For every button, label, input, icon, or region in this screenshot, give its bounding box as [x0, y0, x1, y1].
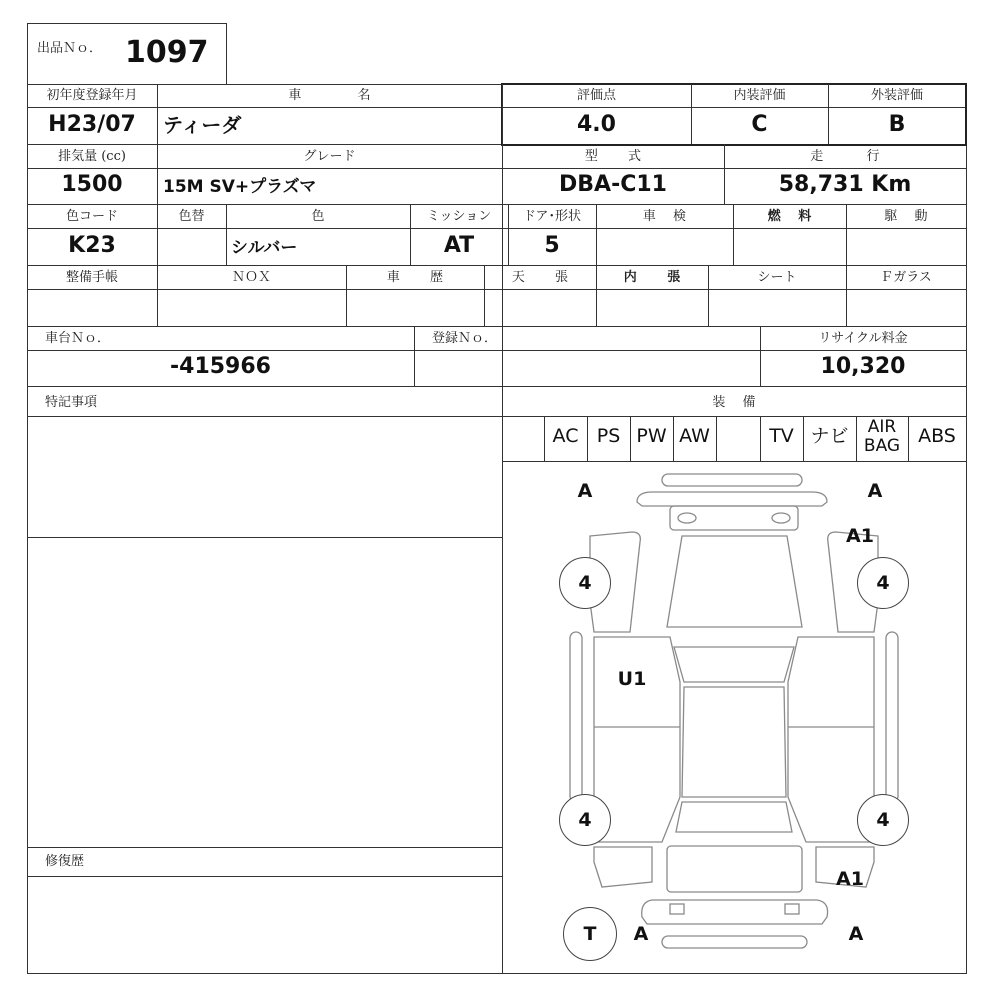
chassis-value: -415966: [170, 354, 271, 379]
listing-number-label: 出品Ｎｏ．: [37, 41, 103, 56]
reg-date-value: H23/07: [48, 112, 136, 137]
equipment-item-pw: PW: [636, 425, 667, 447]
grid-line: [27, 289, 967, 290]
exterior-label: 外装評価: [870, 88, 923, 103]
grid-line: [27, 847, 502, 848]
registration-label: 登録Ｎｏ．: [432, 331, 498, 346]
damage-front-right: A: [867, 480, 883, 502]
damage-front-right-fender: A1: [846, 525, 874, 547]
fuel-label: 燃 料: [767, 209, 812, 224]
grid-line: [27, 204, 967, 205]
damage-left-door: U1: [617, 668, 647, 690]
tire-rear-left: 4: [559, 794, 611, 846]
listing-number: 1097: [125, 35, 209, 70]
equipment-item-aw: AW: [679, 425, 710, 447]
transmission-value: AT: [443, 233, 475, 258]
chassis-label: 車台Ｎｏ．: [45, 331, 111, 346]
history-label: 車 歴: [386, 270, 444, 285]
grid-line: [27, 265, 967, 266]
equipment-item-ps: PS: [596, 425, 621, 447]
grid-line: [716, 416, 717, 461]
color-label: 色: [311, 209, 325, 224]
transmission-label: ミッション: [426, 209, 492, 224]
model-label: 型 式: [584, 149, 642, 164]
damage-front-left: A: [577, 480, 593, 502]
spare-tire: T: [563, 907, 617, 961]
equipment-item-airbag: AIR BAG: [863, 417, 901, 456]
grid-line: [414, 326, 415, 386]
glass-label: Ｆガラス: [880, 270, 932, 285]
drive-label: 駆 動: [884, 209, 928, 224]
damage-rear-right: A: [848, 923, 864, 945]
grid-line: [27, 350, 967, 351]
interior-label: 内装評価: [733, 88, 786, 103]
special-notes-label: 特記事項: [45, 395, 98, 410]
recycle-value: 10,320: [820, 354, 906, 379]
tire-rear-right: 4: [857, 794, 909, 846]
color-code-value: K23: [68, 233, 116, 258]
grid-line: [856, 416, 857, 461]
doors-label: ドア･形状: [522, 209, 582, 224]
ceiling-label: 天 張: [511, 270, 569, 285]
doors-value: 5: [544, 233, 560, 258]
equipment-item-ac: AC: [552, 425, 579, 447]
equipment-item-navi: ナビ: [810, 425, 849, 447]
score-value: 4.0: [577, 112, 616, 137]
reg-date-label: 初年度登録年月: [46, 88, 138, 103]
grid-line: [27, 228, 967, 229]
color-code-label: 色コード: [65, 209, 118, 224]
repair-history-label: 修復歴: [45, 854, 85, 869]
displacement-value: 1500: [61, 172, 123, 197]
grid-line: [27, 168, 967, 169]
car-name-label: 車 名: [288, 88, 371, 103]
grid-line: [27, 326, 967, 327]
mileage-value: 58,731 Km: [778, 172, 912, 197]
equipment-label: 装 備: [712, 395, 756, 410]
seat-label: シート: [757, 270, 797, 285]
grade-label: グレード: [303, 149, 356, 164]
tire-front-left: 4: [559, 557, 611, 609]
car-name-value: ティーダ: [163, 113, 242, 137]
interior-value: C: [751, 112, 768, 137]
equipment-item-tv: TV: [769, 425, 794, 447]
tire-front-right: 4: [857, 557, 909, 609]
mileage-label: 走 行: [810, 149, 880, 164]
damage-rear-left: A: [633, 923, 649, 945]
grade-value: 15M SV+プラズマ: [163, 177, 317, 197]
damage-rear-right-quarter: A1: [836, 868, 864, 890]
exterior-value: B: [888, 112, 906, 137]
displacement-label: 排気量 (cc): [58, 149, 126, 164]
repaint-label: 色替: [178, 209, 205, 224]
equipment-item-abs: ABS: [918, 425, 956, 447]
interior-trim-label: 内 張: [623, 270, 681, 285]
model-value: DBA-C11: [559, 172, 667, 197]
score-label: 評価点: [576, 88, 616, 103]
maintenance-label: 整備手帳: [65, 270, 118, 285]
grid-line: [27, 876, 502, 877]
grid-line: [27, 386, 967, 387]
recycle-label: リサイクル料金: [818, 331, 908, 346]
grid-line: [27, 537, 502, 538]
nox-label: ＮＯＸ: [231, 270, 271, 285]
color-value: シルバー: [231, 238, 298, 258]
inspection-label: 車 検: [642, 209, 687, 224]
car-diagram: [502, 462, 967, 974]
